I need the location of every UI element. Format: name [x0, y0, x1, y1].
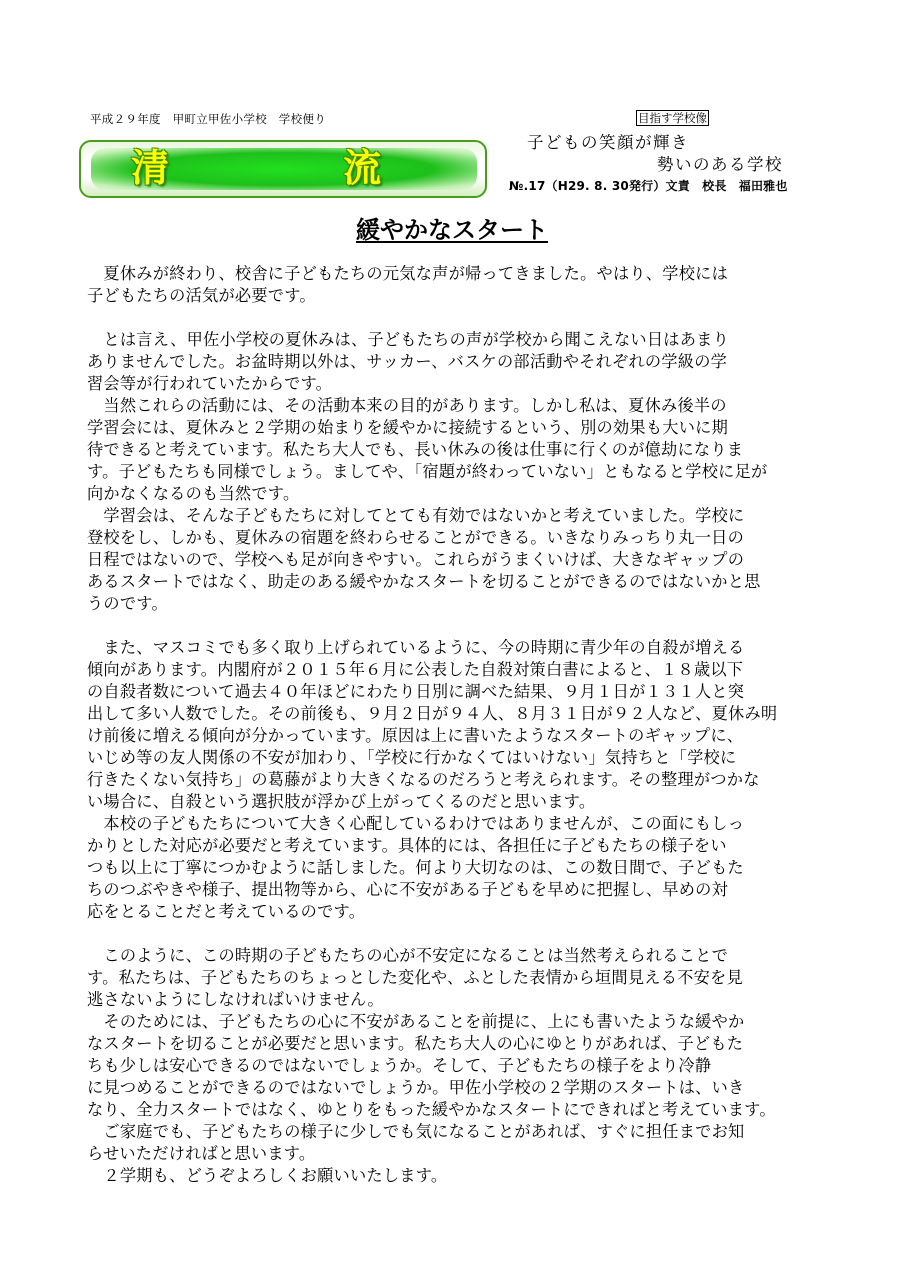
paragraph: 夏休みが終わり、校舎に子どもたちの元気な声が帰ってきました。やはり、学校には 子どもたちの活気が必要です。 — [87, 264, 729, 305]
issue-info: №.17（H29. 8. 30発行）文責 校長 福田雅也 — [509, 179, 788, 193]
paragraph: とは言え、甲佐小学校の夏休みは、子どもたちの声が学校から聞こえない日はあまり ありませんでした。お盆時期以外は、サッカー、バスケの部活動やそれぞれの学級の学 習会等が行われていたからです。 — [87, 330, 730, 393]
paragraph: このように、この時期の子どもたちの心が不安定になることは当然考えられることで す。私たちは、子どもたちのちょっとした変化や、ふとした表情から垣間見える不安を見 逃さないようにしなければいけません。 — [87, 946, 743, 1009]
banner-char-2: 流 — [343, 146, 382, 190]
newsletter-banner — [79, 140, 487, 198]
motto-line-2: 勢いのある学校 — [657, 155, 783, 174]
motto-line-1: 子どもの笑顔が輝き — [527, 133, 689, 152]
paragraph: そのためには、子どもたちの心に不安があることを前提に、上にも書いたような緩やか なスタートを切ることが必要だと思います。私たち大人の心にゆとりがあれば、子どもた ちも少しは安心できるのではないでしょうか。そして、子どもたちの様子をより冷静 に見つめることができるのではないでしょうか。甲佐小学校の２学期のスタートは、いき なり、全力スタートではなく、ゆとりをもった緩やかなスタートにできればと考えています。 — [87, 1012, 776, 1119]
article-title-wrap — [0, 210, 904, 245]
banner-char-1: 清 — [131, 146, 170, 190]
paragraph-gap — [87, 307, 827, 329]
paragraph: 学習会は、そんな子どもたちに対してとても有効ではないかと考えていました。学校に 登校をし、しかも、夏休みの宿題を終わらせることができる。いきなりみっちり丸一日の 日程ではないので、学校へも足が向きやすい。これらがうまくいけば、大きなギャップの あるスタートではなく、助走のある緩やかなスタートを切ることができるのではないかと思 うのです。 — [87, 506, 761, 613]
paragraph-gap — [87, 615, 827, 637]
paragraph: ご家庭でも、子どもたちの様子に少しでも気になることがあれば、すぐに担任までお知 らせいただければと思います。 — [87, 1122, 745, 1163]
header-line: 平成２９年度 甲町立甲佐小学校 学校便り — [90, 112, 326, 126]
banner-glow — [91, 148, 477, 190]
paragraph: ２学期も、どうぞよろしくお願いいたします。 — [87, 1166, 448, 1185]
paragraph-gap — [87, 923, 827, 945]
paragraph: 当然これらの活動には、その活動本来の目的があります。しかし私は、夏休み後半の 学習会には、夏休みと２学期の始まりを緩やかに接続するという、別の効果も大いに期 待できると考えています。私たち大人でも、長い休みの後は仕事に行くのが億劫になりま す。子どもたちも同様でしょう。ましてや、「宿題が終わっていない」ともなると学校に足が 向かなくなるのも当然です。 — [87, 396, 768, 503]
article-title: 緩やかなスタート — [356, 216, 548, 244]
article-body — [87, 263, 827, 1187]
motto-label: 目指す学校像 — [638, 111, 707, 125]
paragraph: また、マスコミでも多く取り上げられているように、今の時期に青少年の自殺が増える 傾向があります。内閣府が２０１５年６月に公表した自殺対策白書によると、１８歳以下 の自殺者数について過去４０年ほどにわたり日別に調べた結果、９月１日が１３１人と突 出して多い人数でした。その前後も、９月２日が９４人、８月３１日が９２人など、夏休み明 け前後に増える傾向が分かっています。原因は上に書いたようなスタートのギャップに、 いじめ等の友人関係の不安が加わり、「学校に行かなくてはいけない」気持ちと「学校に 行きたくない気持ち」の葛藤がより大きくなるのだろうと考えられます。その整理がつかな い場合に、自殺という選択肢が浮かび上がってくるのだと思います。 — [87, 638, 778, 811]
paragraph: 本校の子どもたちについて大きく心配しているわけではありませんが、この面にもしっ かりとした対応が必要だと考えています。具体的には、各担任に子どもたちの様子をい つも以上に丁寧につかむように話しました。何より大切なのは、この数日間で、子どもた ちのつぶやきや様子、提出物等から、心に不安がある子どもを早めに把握し、早めの対 応をとることだと考えているのです。 — [87, 814, 745, 921]
